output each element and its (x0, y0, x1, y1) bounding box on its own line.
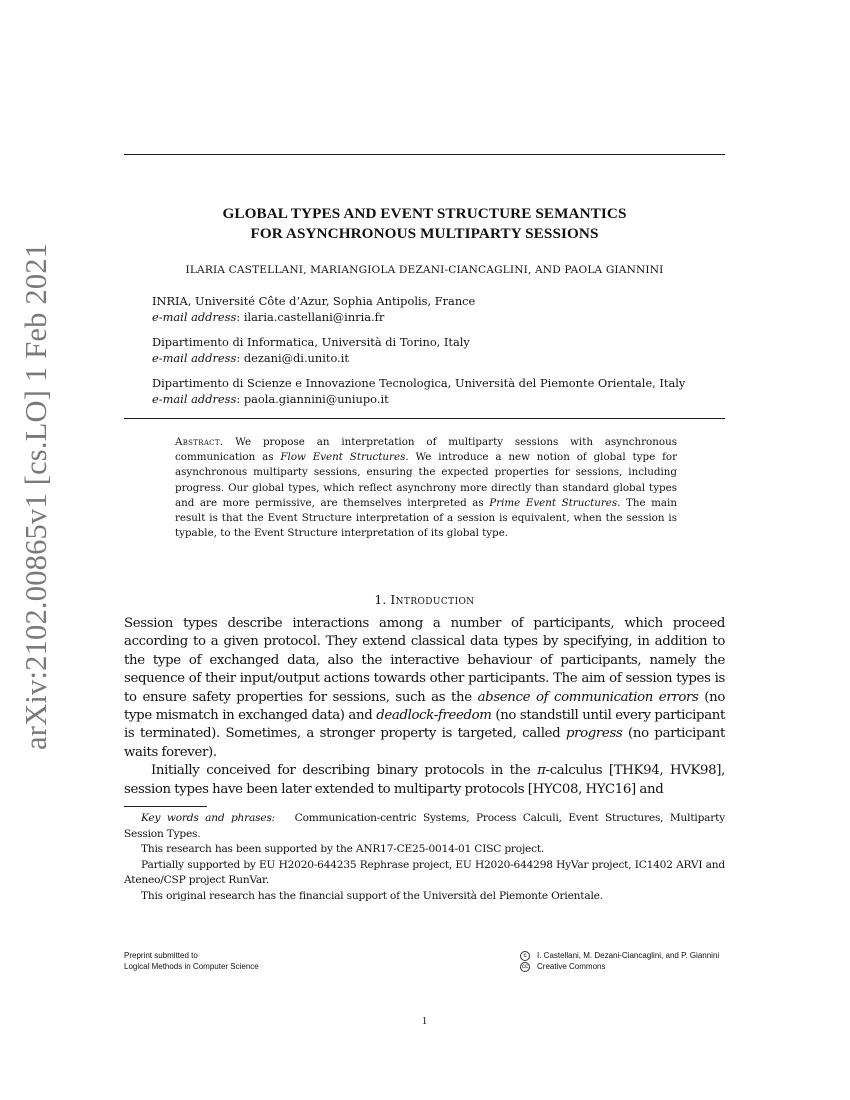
footnote-keywords: Key words and phrases: Communication-centric Systems, Process Calculi, Event Structures, Multiparty Session Types. (124, 812, 725, 840)
arxiv-identifier: arXiv:2102.00865v1 [cs.LO] 1 Feb 2021 (19, 242, 53, 750)
abstract-text-3: . The main result is that the Event Structure interpretation of a session is equivalent, when the session is typable, to the Event Structure interpretation of its global type. (175, 496, 677, 540)
intro-paragraph-2: Initially conceived for describing binary protocols in the π-calculus [THK94, HVK98], session types have been later extended to multiparty protocols [HYC08, HYC16] and (124, 763, 725, 797)
affiliation-3: Dipartimento di Scienze e Innovazione Tecnologica, Università del Piemonte Orientale, Italy e-mail address: paola.giannini@uniupo.it (152, 375, 732, 407)
affiliation-institution: Dipartimento di Informatica, Università di Torino, Italy (152, 335, 470, 349)
footnote-2: Partially supported by EU H2020-644235 Rephrase project, EU H2020-644298 HyVar project, IC1402 ARVI and Ateneo/CSP project RunVar. (124, 858, 725, 887)
footnote-3: This original research has the financial support of the Università del Piemonte Orientale. (141, 889, 603, 902)
top-rule (124, 154, 725, 155)
intro-paragraph-1: Session types describe interactions among a number of participants, which proceed according to a given protocol. They extend classical data types by specifying, in addition to the type of exchanged data, also the interactive behaviour of participants, namely the sequence of their input/output actions towards other participants. The aim of session types is to ensure safety properties for sessions, such as the absence of communication errors (no type mismatch in exchanged data) and deadlock-freedom (no standstill until every participant is terminated). Sometimes, a stronger property is targeted, called progress (no participant waits forever). (124, 616, 726, 760)
footnote-rule (124, 806, 207, 807)
affiliation-institution: INRIA, Université Côte d’Azur, Sophia Antipolis, France (152, 294, 476, 308)
affiliation-email[interactable]: paola.giannini@uniupo.it (243, 392, 389, 406)
section-heading (124, 592, 725, 607)
paper-title (124, 204, 725, 244)
abstract-text-1: We propose an interpretation of multiparty sessions with asynchronous communication as (175, 436, 677, 464)
affiliation-email[interactable]: ilaria.castellani@inria.fr (243, 310, 385, 324)
abstract-emph-2: Prime Event Structures (489, 496, 618, 509)
affiliation-2: Dipartimento di Informatica, Università di Torino, Italy e-mail address: dezani@di.unito.it (152, 334, 732, 366)
introduction-body (124, 615, 725, 799)
page-number: 1 (421, 1015, 428, 1027)
footnotes (124, 811, 725, 905)
email-label: e-mail address (152, 351, 237, 365)
title-line-2: FOR ASYNCHRONOUS MULTIPARTY SESSIONS (250, 225, 599, 242)
header-rule (124, 418, 725, 419)
section-title: Introduction (390, 592, 475, 607)
email-label: e-mail address (152, 392, 237, 406)
affiliation-institution: Dipartimento di Scienze e Innovazione Tecnologica, Università del Piemonte Orientale, Italy (152, 376, 686, 390)
license-note: c I. Castellani, M. Dezani-Ciancaglini, and P. Giannini cc Creative Commons (522, 951, 720, 971)
title-line-1: GLOBAL TYPES AND EVENT STRUCTURE SEMANTICS (222, 205, 627, 222)
abstract-text-2: . We introduce a new notion of global type for asynchronous multiparty sessions, ensuring the expected properties for sessions, including progress. Our global types, which reflect asynchrony more directly than standard global types and are more permissive, are themselves interpreted as (175, 451, 678, 509)
footnote-1: This research has been supported by the ANR17-CE25-0014-01 CISC project. (141, 843, 545, 856)
creative-commons-icon: cc (522, 963, 528, 970)
affiliation-email[interactable]: dezani@di.unito.it (243, 351, 349, 365)
author-list: ILARIA CASTELLANI, MARIANGIOLA DEZANI-CIANCAGLINI, AND PAOLA GIANNINI (185, 264, 664, 276)
email-label: e-mail address (152, 310, 237, 324)
affiliation-1: INRIA, Université Côte d’Azur, Sophia Antipolis, France e-mail address: ilaria.castellani@inria.fr (152, 293, 732, 325)
abstract-label: Abstract. (175, 436, 224, 448)
abstract (175, 435, 677, 541)
section-number: 1. (374, 592, 387, 607)
abstract-emph-1: Flow Event Structures (280, 451, 406, 464)
copyright-icon: c (520, 951, 530, 961)
preprint-note: Preprint submitted to Logical Methods in Computer Science (124, 951, 259, 971)
